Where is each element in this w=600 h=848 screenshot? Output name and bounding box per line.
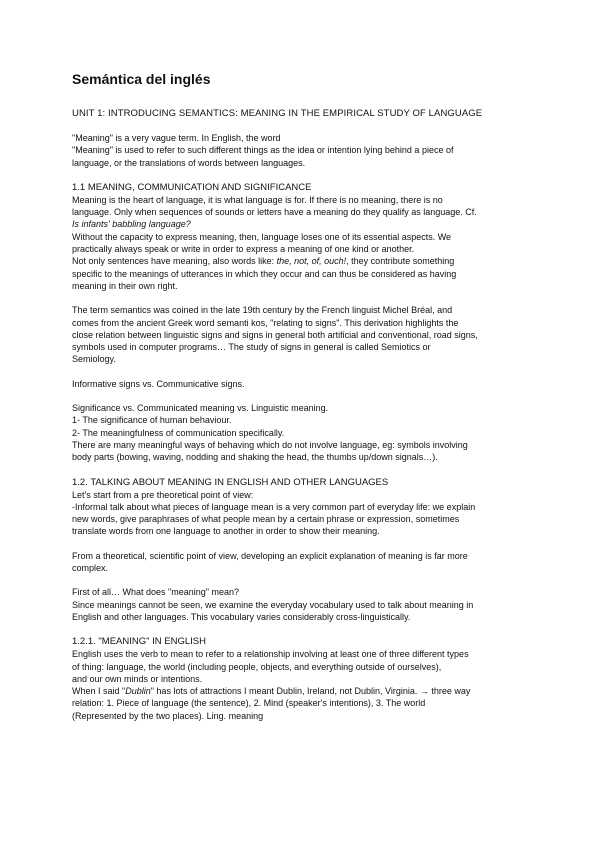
- text-line: practically always speak or write in order to express a meaning of one kind or another.: [72, 244, 415, 255]
- theoretical-paragraph: [72, 550, 542, 575]
- text-line: 2- The meaningfulness of communication specifically.: [72, 427, 285, 438]
- unit-heading: UNIT 1: INTRODUCING SEMANTICS: MEANING IN THE EMPIRICAL STUDY OF LANGUAGE: [72, 108, 483, 119]
- text-line: 1- The significance of human behaviour.: [72, 415, 232, 426]
- text-line: specific to the meanings of utterances in which they occur and can thus be considered as having: [72, 268, 457, 279]
- text-line: (Represented by the two places). Ling. meaning: [72, 710, 264, 721]
- text-line: symbols used in computer programs… The study of signs in general is called Semiotics or: [72, 342, 431, 353]
- text-line: comes from the ancient Greek word semanti kos, "relating to signs". This derivation highlights the: [72, 317, 459, 328]
- text-line: Is infants' babbling language?: [72, 219, 191, 230]
- text-line: English uses the verb to mean to refer to a relationship involving at least one of three different types: [72, 649, 469, 660]
- semantics-paragraph: [72, 304, 542, 365]
- text-line: body parts (bowing, waving, nodding and shaking the head, the thumbs up/down signals…).: [72, 452, 438, 463]
- text-line: language, or the translations of words between languages.: [72, 157, 306, 168]
- document-title: Semántica del inglés: [72, 71, 211, 87]
- text-span: " has lots of attractions I meant Dublin, Ireland, not Dublin, Virginia. → three way: [150, 686, 471, 697]
- emphasis-text: Dublin: [125, 686, 151, 697]
- text-line: [72, 255, 542, 267]
- section-heading-1-1: 1.1 MEANING, COMMUNICATION AND SIGNIFICANCE: [72, 181, 312, 193]
- document-body: [72, 70, 542, 722]
- text-line: [72, 685, 542, 697]
- text-line: Significance vs. Communicated meaning vs. Linguistic meaning.: [72, 403, 329, 414]
- text-line: "Meaning" is a very vague term. In English, the word: [72, 133, 281, 143]
- text-line: Meaning is the heart of language, it is what language is for. If there is no meaning, there is no: [72, 194, 443, 205]
- text-line: translate words from one language to another in order to show their meaning.: [72, 526, 380, 537]
- text-line: Let's start from a pre theoretical point of view:: [72, 489, 254, 500]
- section-heading-1-2: 1.2. TALKING ABOUT MEANING IN ENGLISH AND OTHER LANGUAGES: [72, 476, 389, 488]
- text-line: The term semantics was coined in the late 19th century by the French linguist Michel Bréal, and: [72, 305, 453, 316]
- section-heading-1-2-1: 1.2.1. "MEANING" IN ENGLISH: [72, 636, 206, 648]
- text-line: English and other languages. This vocabulary varies considerably cross-linguistically.: [72, 611, 411, 622]
- first-of-all-paragraph: [72, 586, 542, 623]
- text-span: Not only sentences have meaning, also words like:: [72, 256, 277, 267]
- section-1-2-body: [72, 489, 542, 538]
- text-line: language. Only when sequences of sounds or letters have a meaning do they qualify as language. Cf.: [72, 207, 477, 218]
- text-line: There are many meaningful ways of behaving which do not involve language, eg: symbols involving: [72, 439, 468, 450]
- text-line: complex.: [72, 563, 109, 574]
- text-line: close relation between linguistic signs and signs in general both artificial and conventional, road signs,: [72, 329, 478, 340]
- text-line: new words, give paraphrases of what people mean by a certain phrase or expression, sometimes: [72, 514, 460, 525]
- text-span: , they contribute something: [346, 256, 455, 267]
- text-line: -Informal talk about what pieces of language mean is a very common part of everyday life: we explain: [72, 501, 476, 512]
- text-line: First of all… What does "meaning" mean?: [72, 587, 239, 598]
- text-span: When I said ": [72, 686, 126, 697]
- text-line: meaning in their own right.: [72, 280, 178, 291]
- significance-paragraph: [72, 402, 542, 463]
- text-line: Since meanings cannot be seen, we examine the everyday vocabulary used to talk about meaning in: [72, 599, 474, 610]
- text-line: Semiology.: [72, 354, 116, 365]
- text-line: relation: 1. Piece of language (the sentence), 2. Mind (speaker's intentions), 3. The world: [72, 698, 426, 709]
- section-1-1-body: [72, 194, 542, 292]
- text-line: and our own minds or intentions.: [72, 673, 203, 684]
- text-line: "Meaning" is used to refer to such different things as the idea or intention lying behind a piece of: [72, 145, 454, 156]
- text-line: From a theoretical, scientific point of view, developing an explicit explanation of meaning is far more: [72, 550, 468, 561]
- intro-paragraph: [72, 132, 542, 169]
- section-1-2-1-body: [72, 648, 542, 722]
- emphasis-text: the, not, of, ouch!: [276, 256, 347, 267]
- text-line: Without the capacity to express meaning, then, language loses one of its essential aspects. We: [72, 231, 452, 242]
- text-line: of thing: language, the world (including people, objects, and everything outside of ourselves),: [72, 661, 442, 672]
- informative-signs-line: Informative signs vs. Communicative signs.: [72, 378, 245, 389]
